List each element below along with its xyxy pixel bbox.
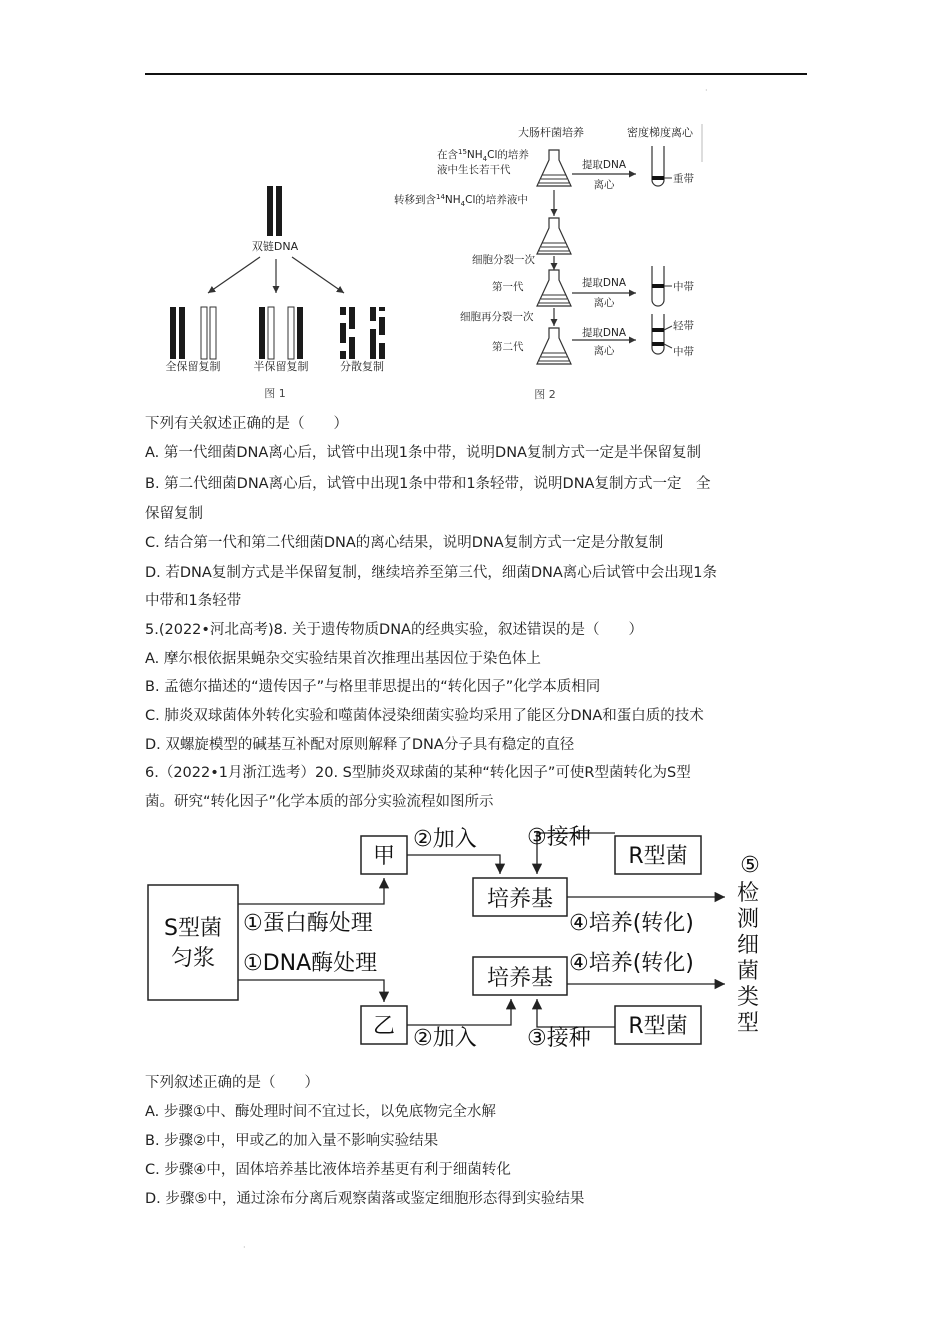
q4-option-b: B. 第二代细菌DNA离心后，试管中出现1条中带和1条轻带，说明DNA复制方式一定 全	[145, 476, 711, 492]
middle-band-label-gen1: 中带	[673, 281, 694, 293]
divide-once-label: 细胞分裂一次	[472, 254, 535, 266]
dispersive-label: 分散复制	[340, 360, 384, 373]
q4-option-b-cont: 保留复制	[145, 506, 203, 522]
culture-title: 大肠杆菌培养	[518, 126, 584, 139]
q6-option-c: C. 步骤④中，固体培养基比液体培养基更有利于细菌转化	[145, 1162, 511, 1178]
centrifuge-label-2: 离心	[593, 297, 615, 309]
add-label-bottom: ②加入	[413, 1026, 477, 1051]
parent-strand-right	[276, 186, 282, 236]
conservative-label: 全保留复制	[165, 360, 221, 373]
centrifuge-label-3: 离心	[593, 345, 615, 357]
homogenate-label: 匀浆	[170, 946, 216, 971]
light-band-label: 轻带	[673, 320, 694, 332]
scan-dot: ·	[705, 86, 708, 95]
q6-question: 下列叙述正确的是（ ）	[145, 1075, 319, 1091]
culture-label-top: ④培养(转化)	[569, 911, 694, 936]
middle-band-label-gen2: 中带	[673, 346, 694, 358]
middle-band-gen1	[652, 284, 664, 288]
protease-label: ①蛋白酶处理	[243, 911, 373, 936]
figure-1-caption: 图 1	[264, 387, 286, 400]
r-type-label-top: R型菌	[628, 844, 688, 869]
gen2-label: 第二代	[492, 341, 524, 353]
inoculate-label-top: ③接种	[527, 825, 591, 850]
detect-char-1: 检	[736, 881, 760, 906]
light-band-gen2	[652, 328, 664, 332]
detect-char-4: 菌	[736, 959, 760, 984]
q5-stem: 5.(2022•河北高考)8. 关于遗传物质DNA的经典实验，叙述错误的是（ ）	[145, 622, 643, 638]
q6-stem-cont: 菌。研究“转化因子”化学本质的部分实验流程如图所示	[145, 794, 494, 810]
medium-label-bottom: 培养基	[486, 966, 554, 991]
yi-label: 乙	[372, 1014, 396, 1039]
q4-option-d-cont: 中带和1条轻带	[145, 593, 242, 609]
q4-option-d: D. 若DNA复制方式是半保留复制，继续培养至第三代，细菌DNA离心后试管中会出现1条	[145, 565, 717, 581]
parent-strand-left	[267, 186, 273, 236]
jia-label: 甲	[372, 844, 396, 869]
extract-label-1: 提取DNA	[581, 159, 627, 171]
step1-label-line2: 液中生长若干代	[437, 164, 511, 176]
s-type-label: S型菌	[164, 916, 222, 941]
dnase-label: ①DNA酶处理	[243, 951, 378, 976]
q5-option-b: B. 孟德尔描述的“遗传因子”与格里菲思提出的“转化因子”化学本质相同	[145, 679, 601, 695]
q5-option-c: C. 肺炎双球菌体外转化实验和噬菌体浸染细菌实验均采用了能区分DNA和蛋白质的技术	[145, 708, 704, 724]
semiconservative-model	[259, 307, 303, 359]
culture-label-bottom: ④培养(转化)	[569, 951, 694, 976]
q4-option-c: C. 结合第一代和第二代细菌DNA的离心结果，说明DNA复制方式一定是分散复制	[145, 535, 664, 551]
divide-again-label: 细胞再分裂一次	[460, 311, 534, 323]
q6-option-b: B. 步骤②中，甲或乙的加入量不影响实验结果	[145, 1133, 439, 1149]
add-label-top: ②加入	[413, 827, 477, 852]
q6-option-d: D. 步骤⑤中，通过涂布分离后观察菌落或鉴定细胞形态得到实验结果	[145, 1191, 585, 1207]
detect-char-6: 型	[736, 1011, 760, 1036]
figure-2	[380, 118, 720, 408]
transfer-label: 转移到含$^{14}NH_4Cl$的培养液中	[394, 193, 528, 208]
header-rule	[145, 73, 807, 75]
q5-option-a: A. 摩尔根依据果蝇杂交实验结果首次推理出基因位于染色体上	[145, 651, 541, 667]
step1-label: 在含$^{15}NH_4Cl$的培养	[437, 148, 529, 163]
arrow-dispersive	[292, 257, 344, 293]
extract-label-3: 提取DNA	[581, 327, 627, 339]
centrifuge-title: 密度梯度离心	[627, 126, 693, 139]
detect-char-3: 细	[736, 933, 760, 958]
medium-label-top: 培养基	[486, 887, 554, 912]
arrow-conservative	[208, 257, 260, 293]
s-type-homogenate-box	[148, 885, 238, 1000]
semiconservative-label: 半保留复制	[253, 360, 309, 373]
q5-option-d: D. 双螺旋模型的碱基互补配对原则解释了DNA分子具有稳定的直径	[145, 737, 575, 753]
q4-stem: 下列有关叙述正确的是（ ）	[145, 416, 348, 432]
centrifuge-label-1: 离心	[593, 179, 615, 191]
q6-stem: 6.（2022•1月浙江选考）20. S型肺炎双球菌的某种“转化因子”可使R型菌转化为S型	[145, 765, 691, 781]
detect-step-number: ⑤	[740, 853, 760, 878]
q4-option-a: A. 第一代细菌DNA离心后，试管中出现1条中带，说明DNA复制方式一定是半保留复制	[145, 445, 701, 461]
transformation-flow-diagram	[145, 820, 775, 1060]
inoculate-label-bottom: ③接种	[527, 1026, 591, 1051]
r-type-label-bottom: R型菌	[628, 1014, 688, 1039]
middle-band-gen2	[652, 342, 664, 346]
figure-2-caption: 图 2	[534, 388, 556, 401]
detect-char-2: 测	[736, 907, 760, 932]
extract-label-2: 提取DNA	[581, 277, 627, 289]
q6-option-a: A. 步骤①中、酶处理时间不宜过长，以免底物完全水解	[145, 1104, 496, 1120]
dispersive-model	[340, 307, 385, 359]
heavy-band	[652, 176, 664, 180]
conservative-model	[170, 307, 216, 359]
heavy-band-label: 重带	[673, 173, 694, 185]
scan-dot: ·	[243, 1243, 246, 1252]
detect-char-5: 类	[736, 985, 760, 1010]
figure-1-center-label: 双链DNA	[251, 240, 299, 253]
gen1-label: 第一代	[492, 281, 524, 293]
